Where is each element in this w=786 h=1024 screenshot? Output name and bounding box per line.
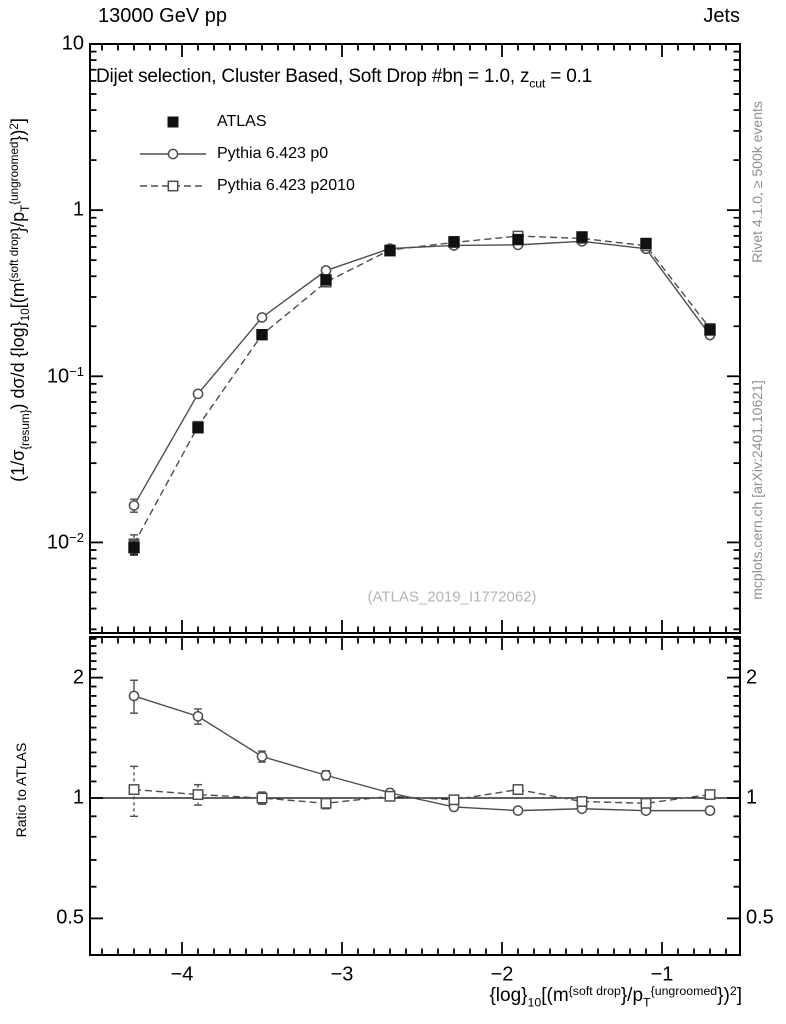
x-tick-label: −1: [650, 963, 674, 986]
legend-label: Pythia 6.423 p0: [217, 145, 329, 162]
y-tick-label: 1: [72, 198, 84, 221]
legend-label: Pythia 6.423 p2010: [217, 177, 355, 194]
legend-item: [140, 106, 355, 138]
rivet-version-note: Rivet 4.1.0, ≥ 500k events: [749, 101, 765, 263]
open-circle-icon: [140, 143, 206, 165]
filled-square-icon: [140, 111, 206, 133]
legend-item: [140, 138, 355, 170]
y-tick-label: $10^{-2}$: [46, 530, 84, 554]
analysis-id-watermark: (ATLAS_2019_I1772062): [367, 588, 537, 606]
ratio-tick-label: 1: [72, 786, 84, 809]
plot-title: Dijet selection, Cluster Based, Soft Drop #bη = 1.0, $z_{cut} = 0.1$: [96, 66, 593, 91]
ratio-tick-label-right: 2: [746, 666, 758, 689]
ratio-tick-label-right: 0.5: [746, 906, 774, 929]
ratio-tick-label-right: 1: [746, 786, 758, 809]
legend: [140, 106, 355, 202]
main-y-axis-label: $(1/\sigma_{\{resum\}})$ dσ/d $\{\log\}_{10}[(m^{\{soft drop}\}/p_T^{\{ungroomed}\})^2$]: [7, 118, 33, 482]
x-tick-label: −3: [330, 963, 354, 986]
x-tick-label: −4: [170, 963, 194, 986]
y-tick-label: 10: [61, 32, 84, 55]
y-tick-label: $10^{-1}$: [46, 364, 84, 388]
legend-label: ATLAS: [217, 113, 267, 130]
process-label: Jets: [703, 5, 740, 27]
ratio-y-axis-label: Ratio to ATLAS: [13, 742, 29, 838]
x-axis-label: $\{\log\}_{10}[(m^{\{soft drop}\}/p_T^{\{ungroomed}\})^2$]: [489, 984, 742, 1010]
mcplots-note: mcplots.cern.ch [arXiv:2401.10621]: [749, 380, 765, 600]
legend-item: [140, 170, 355, 202]
ratio-tick-label: 0.5: [56, 906, 84, 929]
open-square-icon: [140, 175, 206, 197]
ratio-tick-label: 2: [72, 666, 84, 689]
beam-energy-label: 13000 GeV pp: [98, 5, 227, 27]
x-tick-label: −2: [490, 963, 514, 986]
